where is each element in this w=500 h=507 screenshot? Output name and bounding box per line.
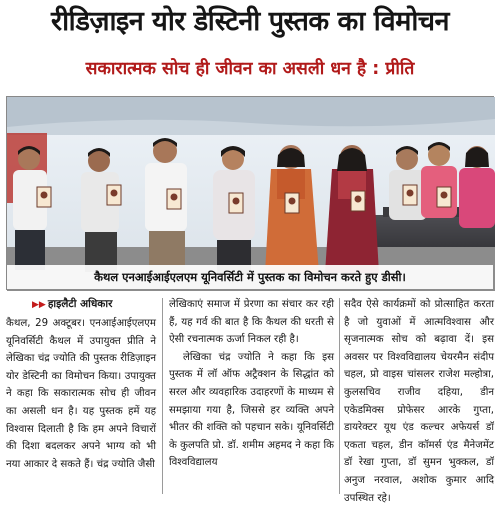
article-column-1 xyxy=(6,296,156,496)
column-divider xyxy=(339,298,340,494)
column-2-paragraph-1: लेखिकाएं समाज में प्रेरणा का संचार कर रही हैं, यह गर्व की बात है कि कैथल की धरती से ऐसी रचनात्मक ऊर्जा निकल रही है। xyxy=(169,299,334,346)
group-photo-illustration xyxy=(7,97,495,291)
subheadline: सकारात्मक सोच ही जीवन का असली धन है : प्रीति xyxy=(85,59,415,79)
column-1-text: कैथल, 29 अक्टूबर। एनआईआईएलएम यूनिवर्सिटी कैथल में उपायुक्त प्रीति ने लेखिका चंद्र ज्योति की पुस्तक रीडिज़ाइन योर डेस्टिनी का विमोचन किया। उपायुक्त ने कहा कि सकारात्मक सोच ही जीवन का असली धन है। यह पुस्तक हमें यह विश्वास दिलाती है कि हम अपने विचारों की दिशा बदलकर अपने भाग्य को भी नया आकार दे सकते हैं। चंद्र ज्योति जैसी xyxy=(6,318,156,470)
column-3-text: सदैव ऐसे कार्यक्रमों को प्रोत्साहित करता है जो युवाओं में आत्मविश्वास और सृजनात्मक सोच को बढ़ावा दें। इस अवसर पर विश्वविद्यालय चेयरमैन संदीप चहल, प्रो वाइस चांसलर राजेश मल्होत्रा, कुलसचिव राजीव दहिया, डीन एकेडमिक्स प्रोफेसर आरके गुप्ता, डायरेक्टर यूथ एंड कल्चर अफेयर्स डॉ एकता चहल, डीन कॉमर्स एंड मैनेजमेंट डॉ रेखा गुप्ता, डॉ सुमन भुक्कल, डॉ अनुज नरवाल, अशोक कुमार आदि उपस्थित रहे। xyxy=(344,299,494,504)
article-column-2 xyxy=(169,296,334,496)
photo-caption: कैथल एनआईआईएलएम यूनिवर्सिटी में पुस्तक का विमोचन करते हुए डीसी। xyxy=(7,265,493,289)
article-body xyxy=(6,296,494,504)
news-photo xyxy=(6,96,494,290)
byline-arrow-icon: ▶▶ xyxy=(32,300,46,310)
headline: रीडिज़ाइन योर डेस्टिनी पुस्तक का विमोचन xyxy=(51,6,449,37)
byline-text: हाइलैटी अधिकार xyxy=(47,298,113,310)
column-2-paragraph-2: लेखिका चंद्र ज्योति ने कहा कि इस पुस्तक में लॉ ऑफ अट्रैक्शन के सिद्धांत को सरल और व्यवहारिक उदाहरणों के माध्यम से समझाया गया है, जिससे हर व्यक्ति अपने भीतर की शक्ति को पहचान सके। यूनिवर्सिटी के कुलपति प्रो. डॉ. शमीम अहमद ने कहा कि विश्वविद्यालय xyxy=(169,351,334,469)
column-divider xyxy=(162,298,163,494)
byline xyxy=(32,296,156,314)
article-column-3 xyxy=(344,296,494,504)
